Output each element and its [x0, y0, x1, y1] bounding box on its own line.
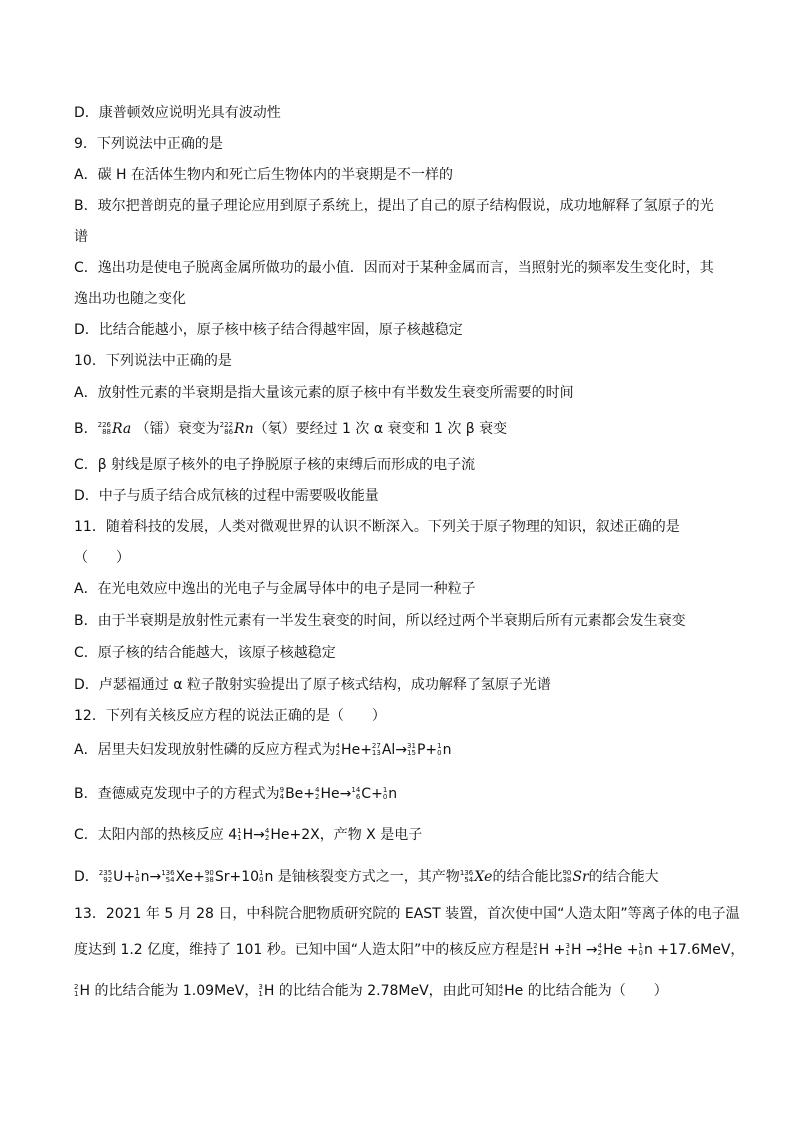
isotope-al: [372, 741, 395, 759]
question-text-line: （ ）: [74, 550, 130, 566]
symbol: He 的比结合能为（ ）: [504, 983, 668, 999]
mass-number: 90: [204, 869, 214, 877]
atomic-number: 1: [565, 949, 570, 957]
symbol: n: [442, 742, 452, 758]
atomic-number: 2: [264, 834, 270, 842]
atomic-number: 0: [259, 876, 264, 884]
text: 度达到 1.2 亿度，维持了 101 秒。已知中国“人造太阳”中的核反应方程是: [74, 942, 534, 958]
question-text-line: 12．下列有关核反应方程的说法正确的是（ ）: [74, 708, 386, 724]
text: B．查德威克发现中子的方程式为: [74, 786, 280, 802]
question-text-line: A．在光电效应中逸出的光电子与金属导体中的电子是同一种粒子: [74, 581, 476, 597]
isotope-sr: [205, 868, 259, 886]
symbol: Sr+10: [214, 869, 260, 885]
text: +: [360, 742, 372, 758]
text: +: [371, 786, 383, 802]
atomic-number: 54: [165, 876, 175, 884]
question-text-line: C．逸出功是使电子脱离金属所做功的最小值．因而对于某种金属而言，当照射光的频率发生变化时，其: [74, 260, 714, 276]
isotope-he: [265, 826, 320, 844]
isotope-h: [533, 941, 565, 959]
arrow: →: [253, 827, 265, 843]
symbol: H +: [538, 942, 566, 958]
symbol: He+2X: [270, 827, 320, 843]
atomic-number: 15: [407, 749, 416, 757]
isotope-p: [407, 741, 425, 759]
symbol: Ra: [111, 421, 132, 437]
question-text-line: [74, 868, 659, 886]
atomic-number: 38: [562, 876, 572, 884]
text: ，产物 X 是电子: [319, 827, 423, 843]
question-text-line: 13．2021 年 5 月 28 日，中科院合肥物质研究院的 EAST 装置，首次使中国“人造太阳”等离子体的电子温: [74, 906, 740, 922]
isotope-rn: [220, 420, 254, 438]
text: A．居里夫妇发现放射性磷的反应方程式为: [74, 742, 336, 758]
mass-number: 2: [74, 983, 79, 991]
isotope-n: [638, 941, 744, 959]
isotope-ra: [98, 420, 132, 438]
symbol: Sr: [572, 869, 589, 885]
question-text-line: B．玻尔把普朗克的量子理论应用到原子系统上，提出了自己的原子结构假说，成功地解释了氢原子的光: [74, 198, 714, 214]
text: C．太阳内部的热核反应 4: [74, 827, 238, 843]
text: 的结合能大: [588, 869, 659, 885]
symbol: Xe+: [175, 869, 205, 885]
symbol: H: [242, 827, 254, 843]
text: D．: [74, 869, 99, 885]
symbol: n→: [140, 869, 162, 885]
atomic-number: 2: [498, 990, 504, 998]
atomic-number: 1: [533, 949, 538, 957]
atomic-number: 2: [597, 949, 603, 957]
isotope-h: [237, 826, 253, 844]
isotope-n: [135, 868, 161, 886]
question-text-line: 11．随着科技的发展，人类对微观世界的认识不断深入。下列关于原子物理的知识，叙述正确的是: [74, 519, 680, 535]
question-text-line: [74, 741, 452, 759]
atomic-number: 0: [382, 793, 388, 801]
mass-number: 235: [98, 869, 113, 877]
mass-number: 222: [219, 421, 234, 429]
question-text-line: B．由于半衰期是放射性元素有一半发生衰变的时间，所以经过两个半衰期后所有元素都会发生衰变: [74, 613, 686, 629]
symbol: n: [388, 786, 398, 802]
symbol: n 是铀核裂变方式之一，其产物: [264, 869, 460, 885]
atomic-number: 4: [279, 793, 285, 801]
text: 的结合能比: [492, 869, 563, 885]
mass-number: 3: [258, 983, 263, 991]
symbol: P: [416, 742, 426, 758]
atomic-number: 54: [464, 876, 474, 884]
arrow: →: [395, 742, 408, 758]
symbol: He +: [603, 942, 639, 958]
isotope-he: [499, 982, 668, 1000]
question-text-line: 10．下列说法中正确的是: [74, 353, 232, 369]
isotope-n: [259, 868, 460, 886]
atomic-number: 92: [103, 876, 113, 884]
arrow: →: [339, 786, 352, 802]
atomic-number: 1: [237, 834, 242, 842]
symbol: He: [341, 742, 361, 758]
text: （镭）衰变为: [135, 421, 220, 437]
mass-number: 14: [351, 786, 361, 794]
isotope-xe: [161, 868, 205, 886]
symbol: Be: [285, 786, 304, 802]
atomic-number: 13: [371, 749, 381, 757]
atomic-number: 1: [258, 990, 263, 998]
symbol: C: [361, 786, 372, 802]
symbol: Rn: [234, 421, 254, 437]
isotope-u: [99, 868, 135, 886]
isotope-he: [598, 941, 639, 959]
isotope-he: [315, 785, 340, 803]
mass-number: 1: [437, 742, 442, 750]
isotope-n: [437, 741, 451, 759]
text: +: [303, 786, 316, 802]
question-text-line: [74, 941, 744, 959]
atomic-number: 38: [204, 876, 214, 884]
question-text-line: [74, 826, 422, 844]
isotope-h: [565, 941, 597, 959]
question-text-line: [74, 420, 507, 438]
mass-number: 4: [335, 742, 341, 750]
mass-number: 4: [264, 827, 270, 835]
text: B．: [74, 421, 98, 437]
atomic-number: 86: [224, 428, 234, 436]
mass-number: 1: [382, 786, 388, 794]
mass-number: 9: [279, 786, 285, 794]
question-text-line: D．康普顿效应说明光具有波动性: [74, 105, 281, 121]
question-text-line: D．比结合能越小，原子核中核子结合得越牢固，原子核越稳定: [74, 322, 463, 338]
mass-number: 1: [135, 869, 140, 877]
atomic-number: 2: [335, 749, 341, 757]
mass-number: 4: [315, 786, 320, 794]
isotope-he: [336, 741, 361, 759]
symbol: Xe: [474, 869, 493, 885]
question-text-line: C．原子核的结合能越大，该原子核越稳定: [74, 645, 336, 661]
atomic-number: 2: [315, 793, 320, 801]
question-text-line: C．β 射线是原子核外的电子挣脱原子核的束缚后而形成的电子流: [74, 457, 476, 473]
mass-number: 31: [407, 742, 416, 750]
isotope-xe: [460, 868, 493, 886]
mass-number: 136: [161, 869, 175, 877]
question-text-line: A．碳 H 在活体生物内和死亡后生物体内的半衰期是不一样的: [74, 167, 454, 183]
mass-number: 1: [638, 942, 643, 950]
atomic-number: 0: [135, 876, 140, 884]
symbol: n +17.6MeV，: [643, 942, 745, 958]
mass-number: 136: [459, 869, 474, 877]
question-text-line: A．放射性元素的半衰期是指大量该元素的原子核中有半数发生衰变所需要的时间: [74, 385, 574, 401]
mass-number: 3: [565, 942, 570, 950]
atomic-number: 88: [102, 428, 111, 436]
symbol: H →: [570, 942, 598, 958]
atomic-number: 1: [74, 990, 79, 998]
mass-number: 4: [498, 983, 504, 991]
question-text-line: 谱: [74, 229, 88, 245]
isotope-n: [383, 785, 397, 803]
isotope-h: [258, 982, 498, 1000]
question-text-line: 9．下列说法中正确的是: [74, 136, 223, 152]
question-text-line: D．卢瑟福通过 α 粒子散射实验提出了原子核式结构，成功解释了氢原子光谱: [74, 677, 551, 693]
atomic-number: 0: [638, 949, 643, 957]
mass-number: 4: [597, 942, 603, 950]
atomic-number: 6: [355, 793, 361, 801]
question-text-line: D．中子与质子结合成氘核的过程中需要吸收能量: [74, 488, 379, 504]
atomic-number: 0: [437, 749, 442, 757]
text: （氡）要经过 1 次 α 衰变和 1 次 β 衰变: [253, 421, 508, 437]
mass-number: 1: [259, 869, 264, 877]
question-text-line: [74, 785, 397, 803]
mass-number: 27: [371, 742, 381, 750]
isotope-c: [351, 785, 371, 803]
isotope-sr: [562, 868, 588, 886]
mass-number: 226: [97, 421, 111, 429]
symbol: U+: [113, 869, 136, 885]
question-text-line: 逸出功也随之变化: [74, 291, 186, 307]
mass-number: 1: [237, 827, 242, 835]
symbol: H 的比结合能为 1.09MeV，: [79, 983, 259, 999]
question-text-line: [74, 982, 668, 1000]
text: +: [425, 742, 438, 758]
symbol: H 的比结合能为 2.78MeV，由此可知: [263, 983, 499, 999]
symbol: Al: [381, 742, 396, 758]
isotope-h: [74, 982, 258, 1000]
mass-number: 90: [562, 869, 572, 877]
symbol: He: [320, 786, 340, 802]
mass-number: 2: [533, 942, 538, 950]
isotope-be: [280, 785, 304, 803]
